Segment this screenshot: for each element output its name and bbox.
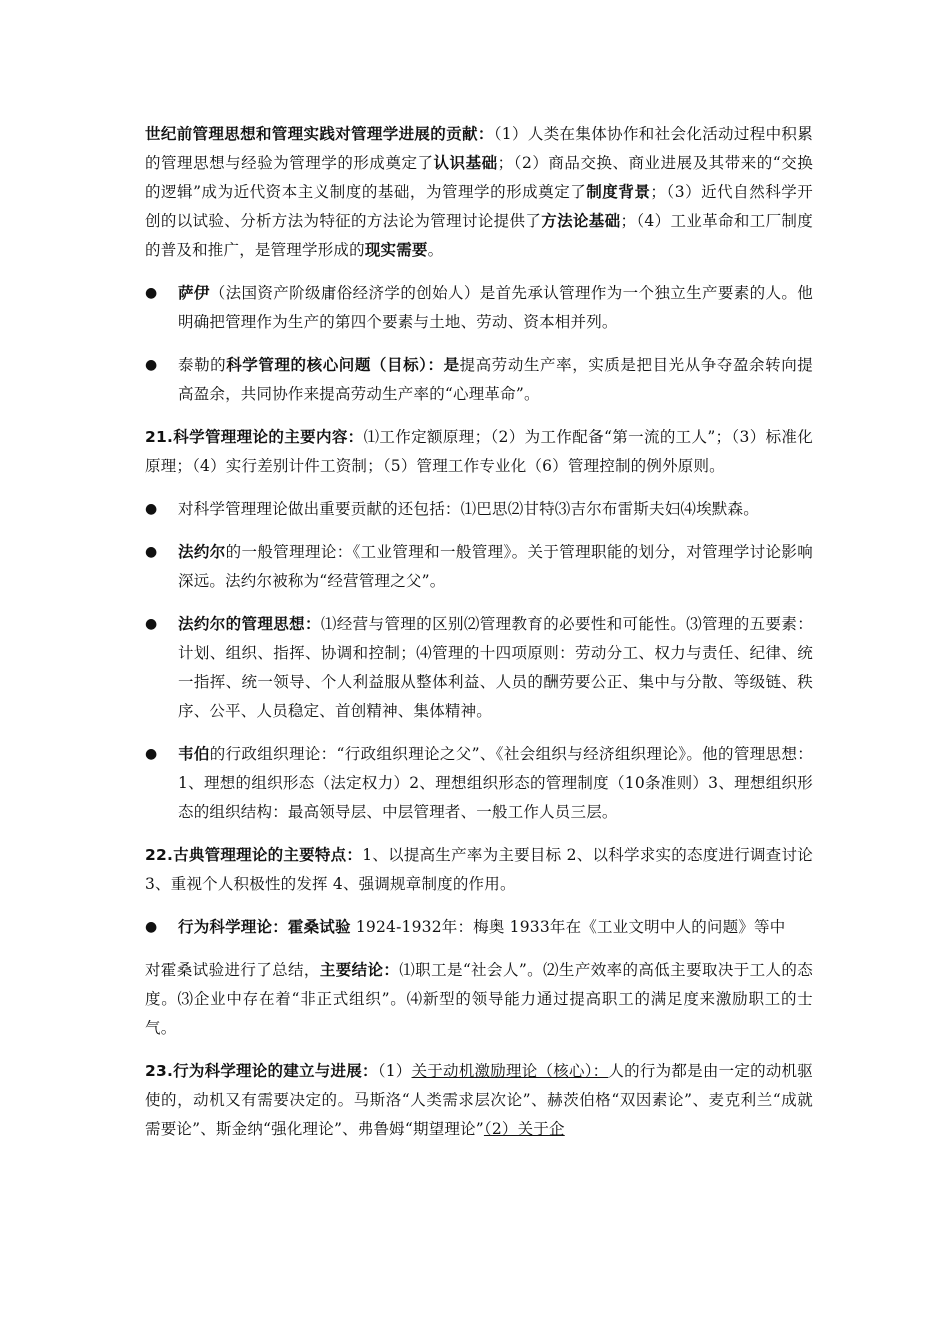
heading-section-21: 21.科学管理理论的主要内容： — [145, 428, 364, 446]
emphasis: 韦伯 — [178, 745, 210, 763]
bullet-item-weber — [145, 740, 813, 827]
text: 1924-1932年：梅奥 1933年在《工业文明中人的问题》等中 — [350, 918, 786, 936]
heading-section-22: 22.古典管理理论的主要特点： — [145, 846, 363, 864]
bullet-icon: ● — [145, 357, 158, 373]
paragraph-section-23 — [145, 1057, 813, 1144]
text: ⑴经营与管理的区别⑵管理教育的必要性和可能性。⑶管理的五要素：计划、组织、指挥、协调和控制；⑷管理的十四项原则：劳动分工、权力与责任、纪律、统一指挥、统一领导、个人利益服从整体利益、人员的酬劳要公正、集中与分散、等级链、秩序、公平、人员稳定、首创精神、集体精神。 — [178, 615, 813, 720]
text: （1）人类在集体协作和社会化活动过程中积累的管理思想与经验为管理学的形成奠定了 — [145, 125, 813, 172]
text: 提高劳动生产率，实质是把目光从争夺盈余转向提高盈余，共同协作来提高劳动生产率的“心理革命”。 — [178, 356, 813, 403]
paragraph-hawthorne-conclusions — [145, 956, 813, 1043]
emphasis: 萨伊 — [178, 284, 210, 302]
text: 1、以提高生产率为主要目标 2、以科学求实的态度进行调查讨论 3、重视个人积极性的发挥 4、强调规章制度的作用。 — [145, 846, 813, 893]
bullet-item-contributors — [145, 495, 813, 524]
bullet-icon: ● — [145, 616, 158, 632]
underlined-text: （2）关于企 — [483, 1120, 565, 1138]
bullet-icon: ● — [145, 285, 158, 301]
bullet-icon: ● — [145, 544, 158, 560]
bullet-icon: ● — [145, 501, 158, 517]
paragraph-section-21 — [145, 423, 813, 481]
bullet-icon: ● — [145, 746, 158, 762]
text: 的一般管理理论：《工业管理和一般管理》。关于管理职能的划分，对管理学讨论影响深远。法约尔被称为“经营管理之父”。 — [178, 543, 813, 590]
paragraph-section-22 — [145, 841, 813, 899]
text: 人的行为都是由一定的动机驱使的，动机又有需要决定的。马斯洛“人类需求层次论”、赫茨伯格“双因素论”、麦克利兰“成就需要论”、斯金纳“强化理论”、弗鲁姆“期望理论” — [145, 1062, 813, 1138]
emphasis: 认识基础 — [433, 154, 498, 172]
text: 泰勒的 — [178, 356, 227, 374]
bullet-icon: ● — [145, 919, 158, 935]
underlined-text: 关于动机激励理论（核心）： — [411, 1062, 609, 1080]
emphasis: 主要结论： — [319, 961, 400, 979]
emphasis: 行为科学理论：霍桑试验 — [178, 918, 351, 936]
emphasis: 现实需要 — [364, 241, 428, 259]
text: （1） — [377, 1062, 412, 1080]
text: ⑴职工是“社会人”。⑵生产效率的高低主要取决于工人的态度。⑶企业中存在着“非正式组织”。⑷新型的领导能力通过提高职工的满足度来激励职工的士气。 — [145, 961, 814, 1037]
text: 。 — [427, 241, 444, 259]
emphasis: 法约尔的管理思想： — [178, 615, 321, 633]
emphasis: 方法论基础 — [541, 212, 621, 230]
paragraph-pre-contributions — [145, 120, 813, 265]
emphasis: 制度背景 — [586, 183, 651, 201]
bullet-item-fayol-thought — [145, 610, 813, 726]
emphasis: 科学管理的核心问题（目标）：是 — [226, 356, 460, 374]
text: ⑴工作定额原理；（2）为工作配备“第一流的工人”；（3）标准化原理；（4）实行差别计件工资制；（5）管理工作专业化（6）管理控制的例外原则。 — [145, 428, 813, 475]
text: 对霍桑试验进行了总结， — [145, 961, 320, 979]
bullet-item-taylor — [145, 351, 813, 409]
document-page — [145, 120, 813, 1158]
text: ；（3）近代自然科学开创的以试验、分析方法为特征的方法论为管理讨论提供了 — [145, 183, 813, 230]
text: （法国资产阶级庸俗经济学的创始人）是首先承认管理作为一个独立生产要素的人。他明确把管理作为生产的第四个要素与土地、劳动、资本相并列。 — [178, 284, 813, 331]
text: 的行政组织理论：“行政组织理论之父”、《社会组织与经济组织理论》。他的管理思想：1、理想的组织形态（法定权力）2、理想组织形态的管理制度（10条准则）3、理想组织形态的组织结构：最高领导层、中层管理者、一般工作人员三层。 — [178, 745, 813, 821]
text: 对科学管理理论做出重要贡献的还包括：⑴巴思⑵甘特⑶吉尔布雷斯夫妇⑷埃默森。 — [178, 500, 759, 518]
text: ；（2）商品交换、商业进展及其带来的“交换的逻辑”成为近代资本主义制度的基础，为管理学的形成奠定了 — [145, 154, 813, 201]
text: ；（4）工业革命和工厂制度的普及和推广，是管理学形成的 — [145, 212, 813, 259]
bullet-item-hawthorne — [145, 913, 813, 942]
heading-pre-contributions: 世纪前管理思想和管理实践对管理学进展的贡献： — [145, 125, 494, 143]
bullet-item-sayi — [145, 279, 813, 337]
bullet-item-fayol-theory — [145, 538, 813, 596]
heading-section-23: 23.行为科学理论的建立与进展： — [145, 1062, 378, 1080]
emphasis: 法约尔 — [178, 543, 226, 561]
